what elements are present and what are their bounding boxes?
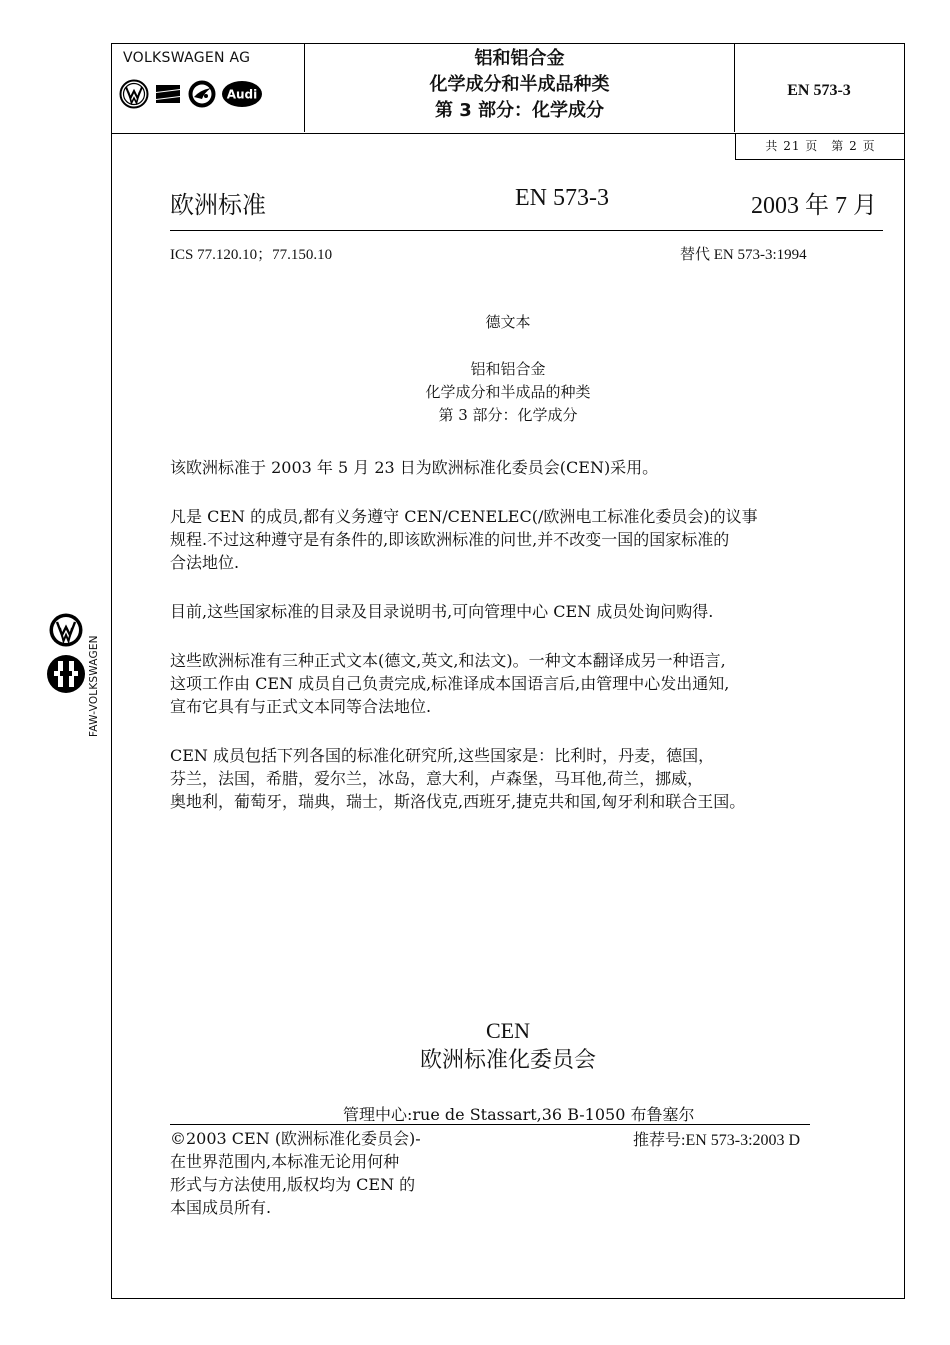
paragraph-obligation	[170, 505, 860, 574]
cen-block	[111, 1017, 905, 1077]
paragraph-line: 这些欧洲标准有三种正式文本(德文,英文,和法文)。一种文本翻译成另一种语言,	[170, 651, 726, 670]
vw-logo-icon	[119, 79, 149, 109]
company-name: VOLKSWAGEN AG	[123, 50, 251, 66]
svg-text:Audi: Audi	[226, 87, 258, 102]
side-stamp	[40, 600, 112, 740]
skoda-logo-icon	[187, 79, 217, 109]
copyright-notice	[170, 1127, 470, 1219]
audi-logo-icon	[221, 80, 263, 108]
reference-number: 推荐号:EN 573-3:2003 D	[633, 1132, 801, 1149]
paragraph-line: 芬兰，法国，希腊，爱尔兰，冰岛，意大利，卢森堡，马耳他,荷兰，挪威，	[170, 769, 704, 788]
paragraph-line: 合法地位.	[170, 553, 240, 572]
header-standard-code: EN 573-3	[787, 81, 851, 99]
header-title-line1: 铝和铝合金	[474, 48, 565, 69]
paragraph-members	[170, 744, 870, 813]
header-title-line2: 化学成分和半成品种类	[429, 74, 610, 95]
paragraph-versions	[170, 649, 860, 718]
paragraph-line: 规程.不过这种遵守是有条件的,即该欧洲标准的问世,并不改变一国的国家标准的	[170, 530, 730, 549]
side-stamp-text: FAW-VOLKSWAGEN	[88, 635, 100, 737]
document-title-line1: 铝和铝合金	[470, 360, 546, 378]
paragraph-adoption	[170, 456, 860, 479]
replaces-note: 替代 EN 573-3:1994	[680, 247, 807, 263]
copyright-line: 在世界范围内,本标准无论用何种	[170, 1152, 400, 1171]
footer-divider	[170, 1124, 810, 1125]
standard-date: 2003 年 7 月	[751, 193, 877, 219]
faw-logo-icon	[46, 654, 86, 694]
paragraph-line: 宣布它具有与正式文本同等合法地位.	[170, 697, 432, 716]
paragraph-line: 这项工作由 CEN 成员自己负责完成,标准译成本国语言后,由管理中心发出通知,	[170, 674, 730, 693]
header-title	[305, 43, 735, 132]
cen-full-name: 欧洲标准化委员会	[419, 1048, 596, 1073]
ics-code: ICS 77.120.10；77.150.10	[170, 247, 333, 263]
copyright-line: 本国成员所有.	[170, 1198, 272, 1217]
standard-row	[170, 185, 883, 231]
standard-number: EN 573-3	[515, 185, 609, 211]
seat-logo-icon	[153, 79, 183, 109]
version-label-block	[111, 311, 905, 334]
brand-cell	[111, 43, 305, 132]
standard-label: 欧洲标准	[170, 191, 266, 219]
page-count: 共 21 页 第 2 页	[735, 134, 905, 160]
document-title	[111, 358, 905, 427]
paragraph-line: CEN 成员包括下列各国的标准化研究所,这些国家是：比利时，丹麦，德国，	[170, 746, 715, 765]
version-label: 德文本	[485, 313, 531, 331]
management-center: 管理中心:rue de Stassart,36 B-1050 布鲁塞尔	[343, 1105, 695, 1124]
vw-logo-icon	[48, 612, 84, 648]
copyright-line: 形式与方法使用,版权均为 CEN 的	[170, 1175, 416, 1194]
brand-logos	[119, 79, 263, 109]
copyright-line: ©2003 CEN (欧洲标准化委员会)-	[170, 1129, 421, 1148]
header-title-line3: 第 3 部分：化学成分	[434, 100, 605, 121]
paragraph-line: 凡是 CEN 的成员,都有义务遵守 CEN/CENELEC(/欧洲电工标准化委员会)的议事	[170, 507, 758, 526]
document-header	[111, 43, 905, 134]
document-title-line3: 第 3 部分：化学成分	[438, 406, 578, 424]
document-title-line2: 化学成分和半成品的种类	[425, 383, 591, 401]
cen-abbreviation: CEN	[486, 1018, 530, 1043]
paragraph-line: 奥地利，葡萄牙，瑞典，瑞士，斯洛伐克,西班牙,捷克共和国,匈牙利和联合王国。	[170, 792, 746, 811]
paragraph-line: 该欧洲标准于 2003 年 5 月 23 日为欧洲标准化委员会(CEN)采用。	[170, 458, 659, 477]
paragraph-line: 目前,这些国家标准的目录及目录说明书,可向管理中心 CEN 成员处询问购得.	[170, 602, 714, 621]
paragraph-catalog	[170, 600, 860, 623]
